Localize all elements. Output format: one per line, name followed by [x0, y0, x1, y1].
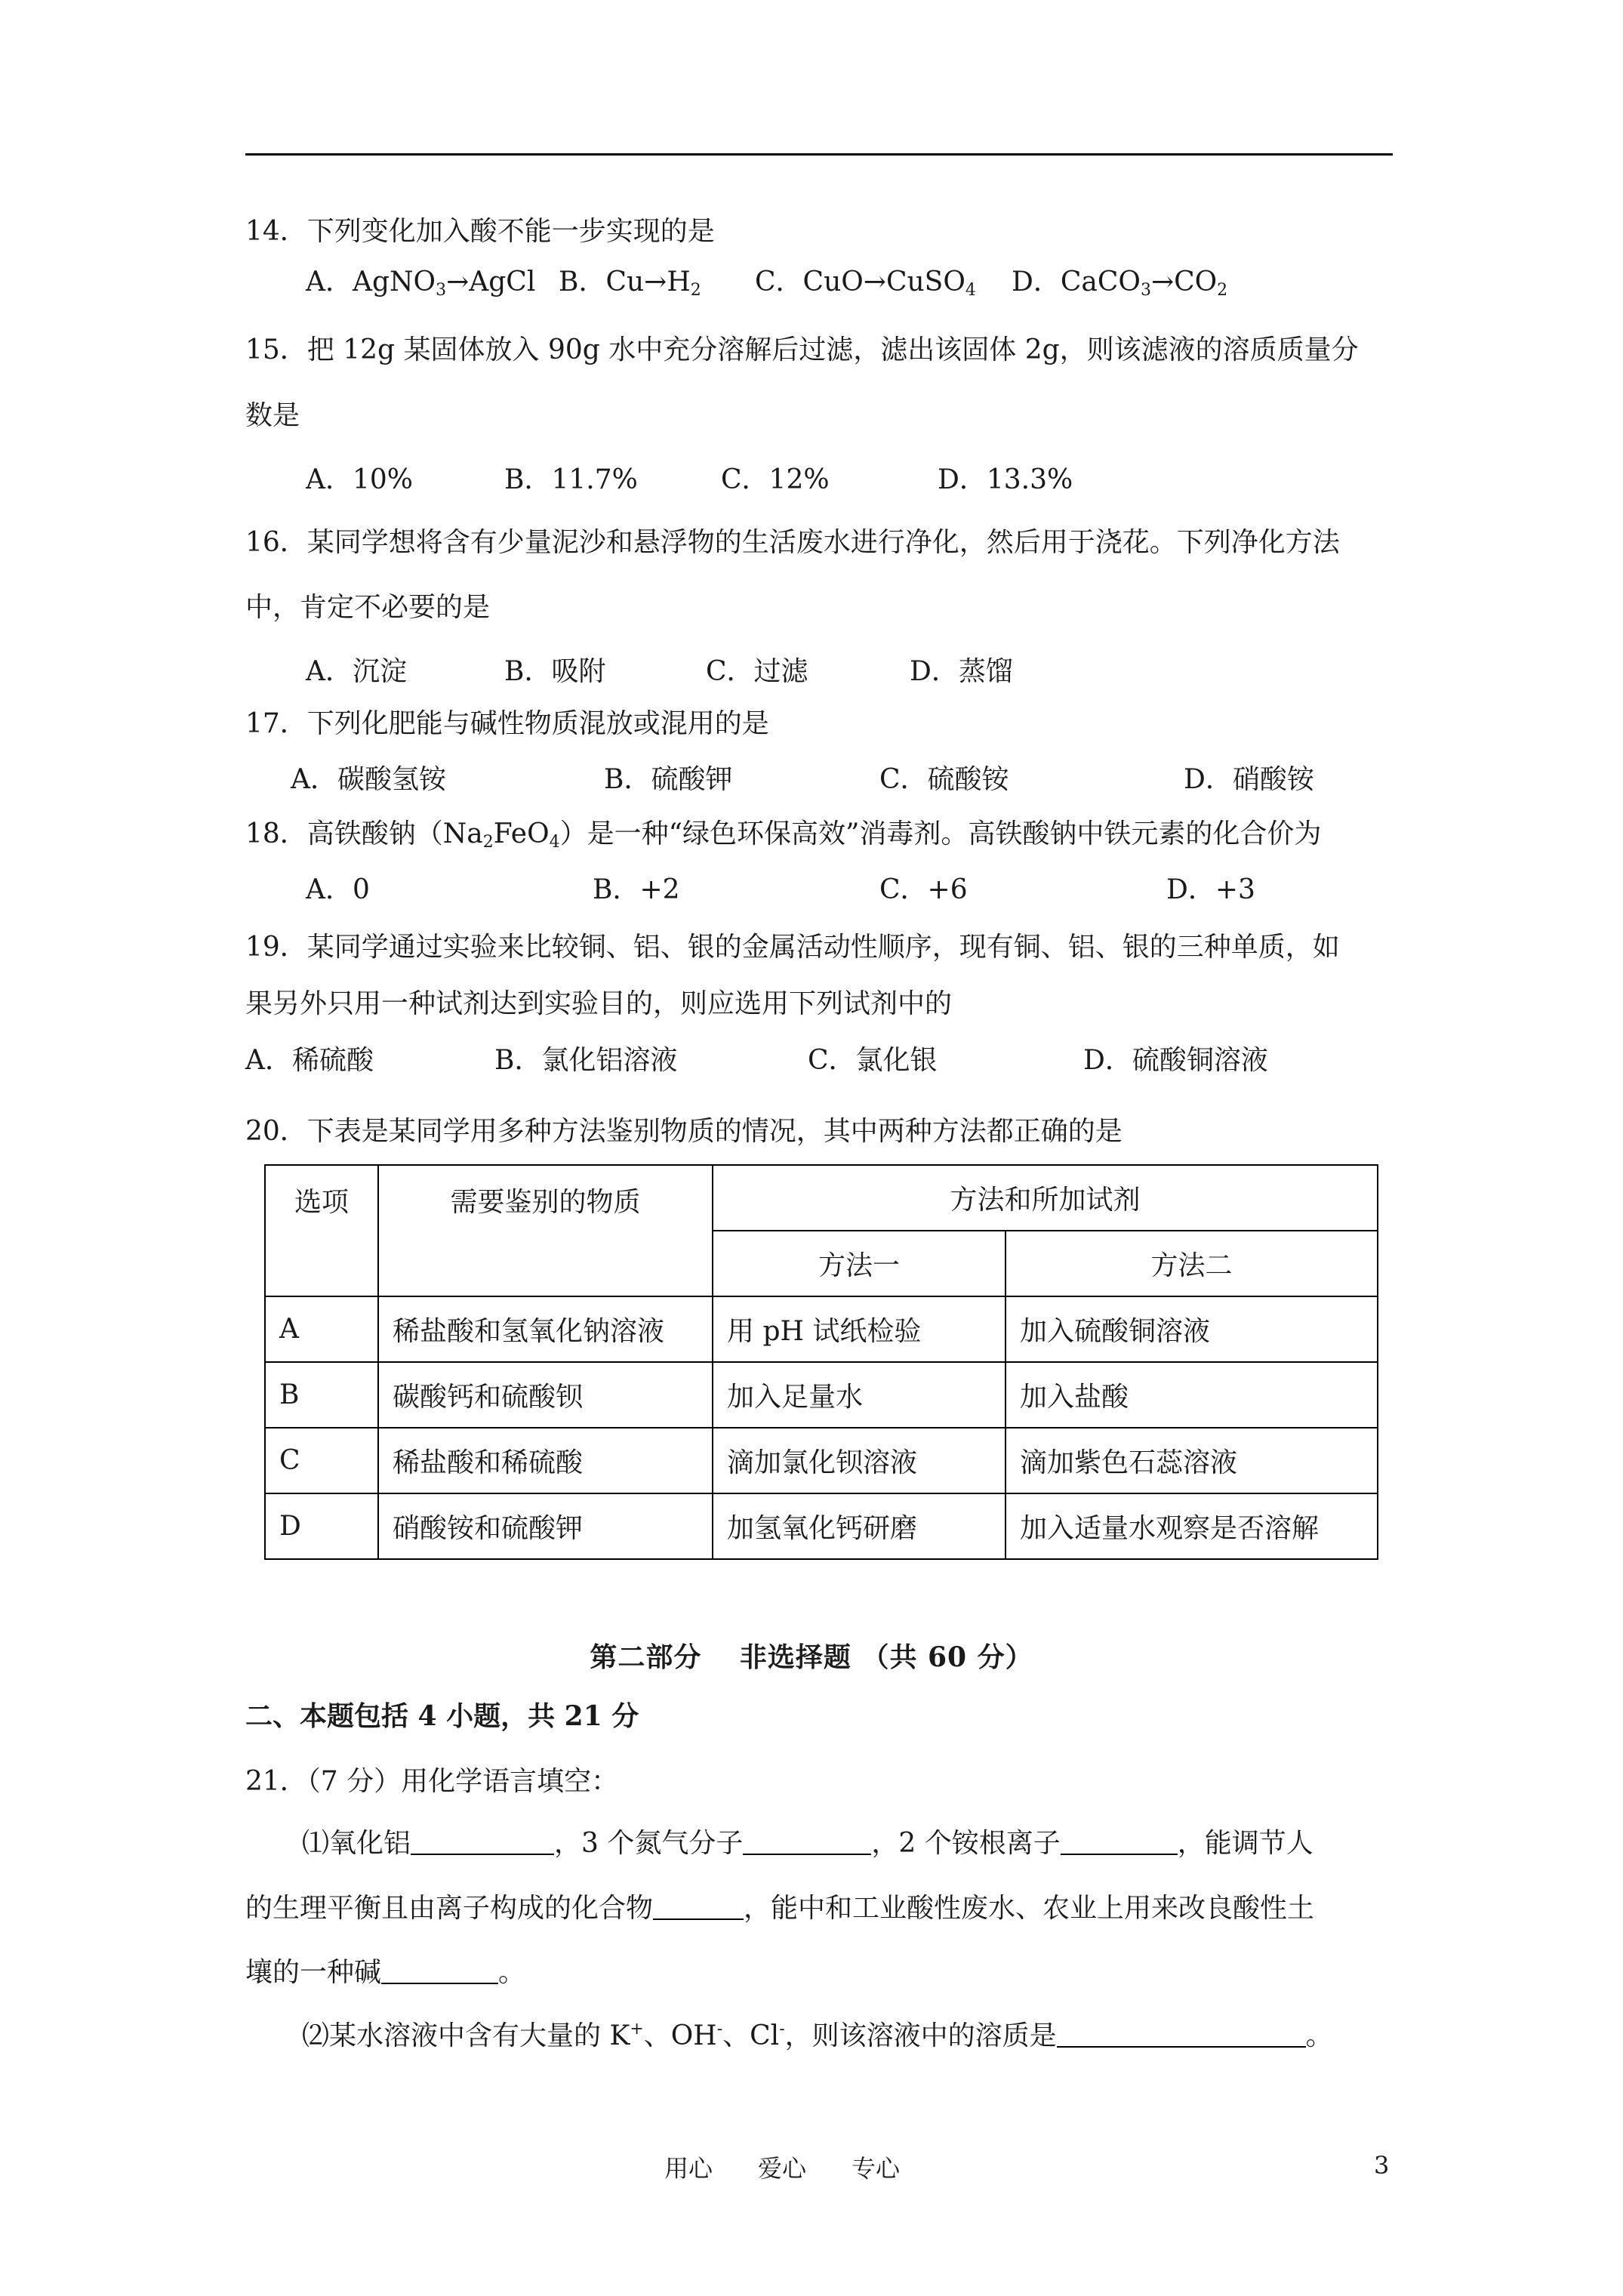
footer-word: 专心 [852, 2154, 901, 2183]
row-option: D [265, 1493, 378, 1559]
q15-stem-line2: 数是 [245, 400, 300, 431]
q21-part1-line3: 壤的一种碱 。 [245, 1957, 526, 1988]
footer [664, 2150, 945, 2184]
q18-stem: 18．高铁酸钠$(Na_2FeO_4)$是一种“绿色环保高效”消毒剂。高铁酸钠中铁元素的化合价为 [245, 818, 1322, 852]
q17-stem: 17．下列化肥能与碱性物质混放或混用的是 [245, 708, 769, 739]
q15-option-a: A．10% [306, 464, 414, 495]
row-method-2: 加入盐酸 [1006, 1362, 1378, 1428]
footer-word: 用心 [664, 2154, 713, 2183]
q19-stem-line2: 果另外只用一种试剂达到实验目的，则应选用下列试剂中的 [245, 988, 953, 1019]
q14-option-d: D．$CaCO_3\to CO_2$ [1012, 267, 1228, 300]
row-method-2: 滴加紫色石蕊溶液 [1006, 1428, 1378, 1493]
header-substance: 需要鉴别的物质 [378, 1165, 713, 1296]
header-method-2: 方法二 [1006, 1231, 1378, 1296]
q21-part1-line2: 的生理平衡且由离子构成的化合物 ，能中和工业酸性废水、农业上用来改良酸性土 [245, 1893, 1315, 1924]
header-methods: 方法和所加试剂 [713, 1165, 1378, 1231]
table-row [265, 1428, 1378, 1493]
q19-option-a: A．稀硫酸 [245, 1045, 374, 1076]
part-two-title: 第二部分 非选择题 （共 60 分） [590, 1641, 1033, 1673]
q17-option-d: D．硝酸铵 [1184, 764, 1314, 795]
q18-option-d: D．+3 [1166, 874, 1255, 905]
header-method-1: 方法一 [713, 1231, 1006, 1296]
q18-option-b: B．+2 [593, 874, 680, 905]
q17-option-c: C．硫酸铵 [879, 764, 1009, 795]
row-option: C [265, 1428, 378, 1493]
q18-option-c: C．+6 [879, 874, 968, 905]
table-row [265, 1493, 1378, 1559]
section-heading: 二、本题包括 4 小题，共 21 分 [245, 1700, 639, 1732]
q16-option-a: A．沉淀 [306, 656, 407, 687]
answer-blank[interactable] [1057, 2020, 1306, 2048]
q17-option-a: A．碳酸氢铵 [291, 764, 446, 795]
q18-option-a: A．0 [306, 874, 370, 905]
answer-blank[interactable] [653, 1893, 744, 1920]
row-substance: 硝酸铵和硫酸钾 [378, 1493, 713, 1559]
q15-option-c: C．12% [721, 464, 830, 495]
q19-option-c: C．氯化银 [808, 1045, 938, 1076]
footer-word: 爱心 [758, 2154, 807, 2183]
q14-option-c: C．CuO→CuSO$_4$ [755, 267, 976, 300]
q14-option-b: B．$Cu\to H_2$ [559, 267, 701, 300]
row-substance: 稀盐酸和稀硫酸 [378, 1428, 713, 1493]
q16-stem-line2: 中，肯定不必要的是 [245, 592, 491, 623]
q21-part1-line1: ⑴氧化铝 ，3 个氮气分子 ，2 个铵根离子 ，能调节人 [302, 1828, 1313, 1859]
row-method-2: 加入硫酸铜溶液 [1006, 1296, 1378, 1362]
header-rule [245, 153, 1393, 156]
row-option: A [265, 1296, 378, 1362]
q21-part2-line: ⑵某水溶液中含有大量的 K+、OH-、Cl-，则该溶液中的溶质是 。 [302, 2020, 1333, 2051]
answer-blank[interactable] [743, 1828, 871, 1855]
row-option: B [265, 1362, 378, 1428]
answer-blank[interactable] [411, 1828, 554, 1855]
q19-stem-line1: 19．某同学通过实验来比较铜、铝、银的金属活动性顺序，现有铜、铝、银的三种单质，如 [245, 932, 1340, 963]
identification-table [264, 1164, 1378, 1560]
table-row [265, 1296, 1378, 1362]
q17-option-b: B．硫酸钾 [604, 764, 733, 795]
row-method-1: 滴加氯化钡溶液 [713, 1428, 1006, 1493]
header-option: 选项 [265, 1165, 378, 1296]
q16-option-c: C．过滤 [706, 656, 808, 687]
q15-stem-line1: 15．把 12g 某固体放入 90g 水中充分溶解后过滤，滤出该固体 2g，则该滤液的溶质质量分 [245, 334, 1359, 365]
page-number: 3 [1374, 2151, 1390, 2180]
q20-stem: 20．下表是某同学用多种方法鉴别物质的情况，其中两种方法都正确的是 [245, 1116, 1123, 1147]
q16-option-d: D．蒸馏 [910, 656, 1013, 687]
answer-blank[interactable] [381, 1957, 498, 1984]
q21-stem: 21．（7 分）用化学语言填空： [245, 1766, 619, 1797]
q19-option-d: D．硫酸铜溶液 [1083, 1045, 1268, 1076]
row-substance: 稀盐酸和氢氧化钠溶液 [378, 1296, 713, 1362]
row-substance: 碳酸钙和硫酸钡 [378, 1362, 713, 1428]
q15-option-b: B．11.7% [504, 464, 638, 495]
answer-blank[interactable] [1061, 1828, 1178, 1855]
row-method-1: 用 pH 试纸检验 [713, 1296, 1006, 1362]
table-row [265, 1362, 1378, 1428]
row-method-1: 加氢氧化钙研磨 [713, 1493, 1006, 1559]
q19-option-b: B．氯化铝溶液 [494, 1045, 678, 1076]
q16-option-b: B．吸附 [504, 656, 606, 687]
row-method-1: 加入足量水 [713, 1362, 1006, 1428]
q14-stem: 14．下列变化加入酸不能一步实现的是 [245, 216, 715, 247]
q16-stem-line1: 16．某同学想将含有少量泥沙和悬浮物的生活废水进行净化，然后用于浇花。下列净化方法 [245, 527, 1340, 558]
q14-option-a: A．AgNO$_3$→AgCl [306, 267, 536, 300]
row-method-2: 加入适量水观察是否溶解 [1006, 1493, 1378, 1559]
q15-option-d: D．13.3% [938, 464, 1073, 495]
